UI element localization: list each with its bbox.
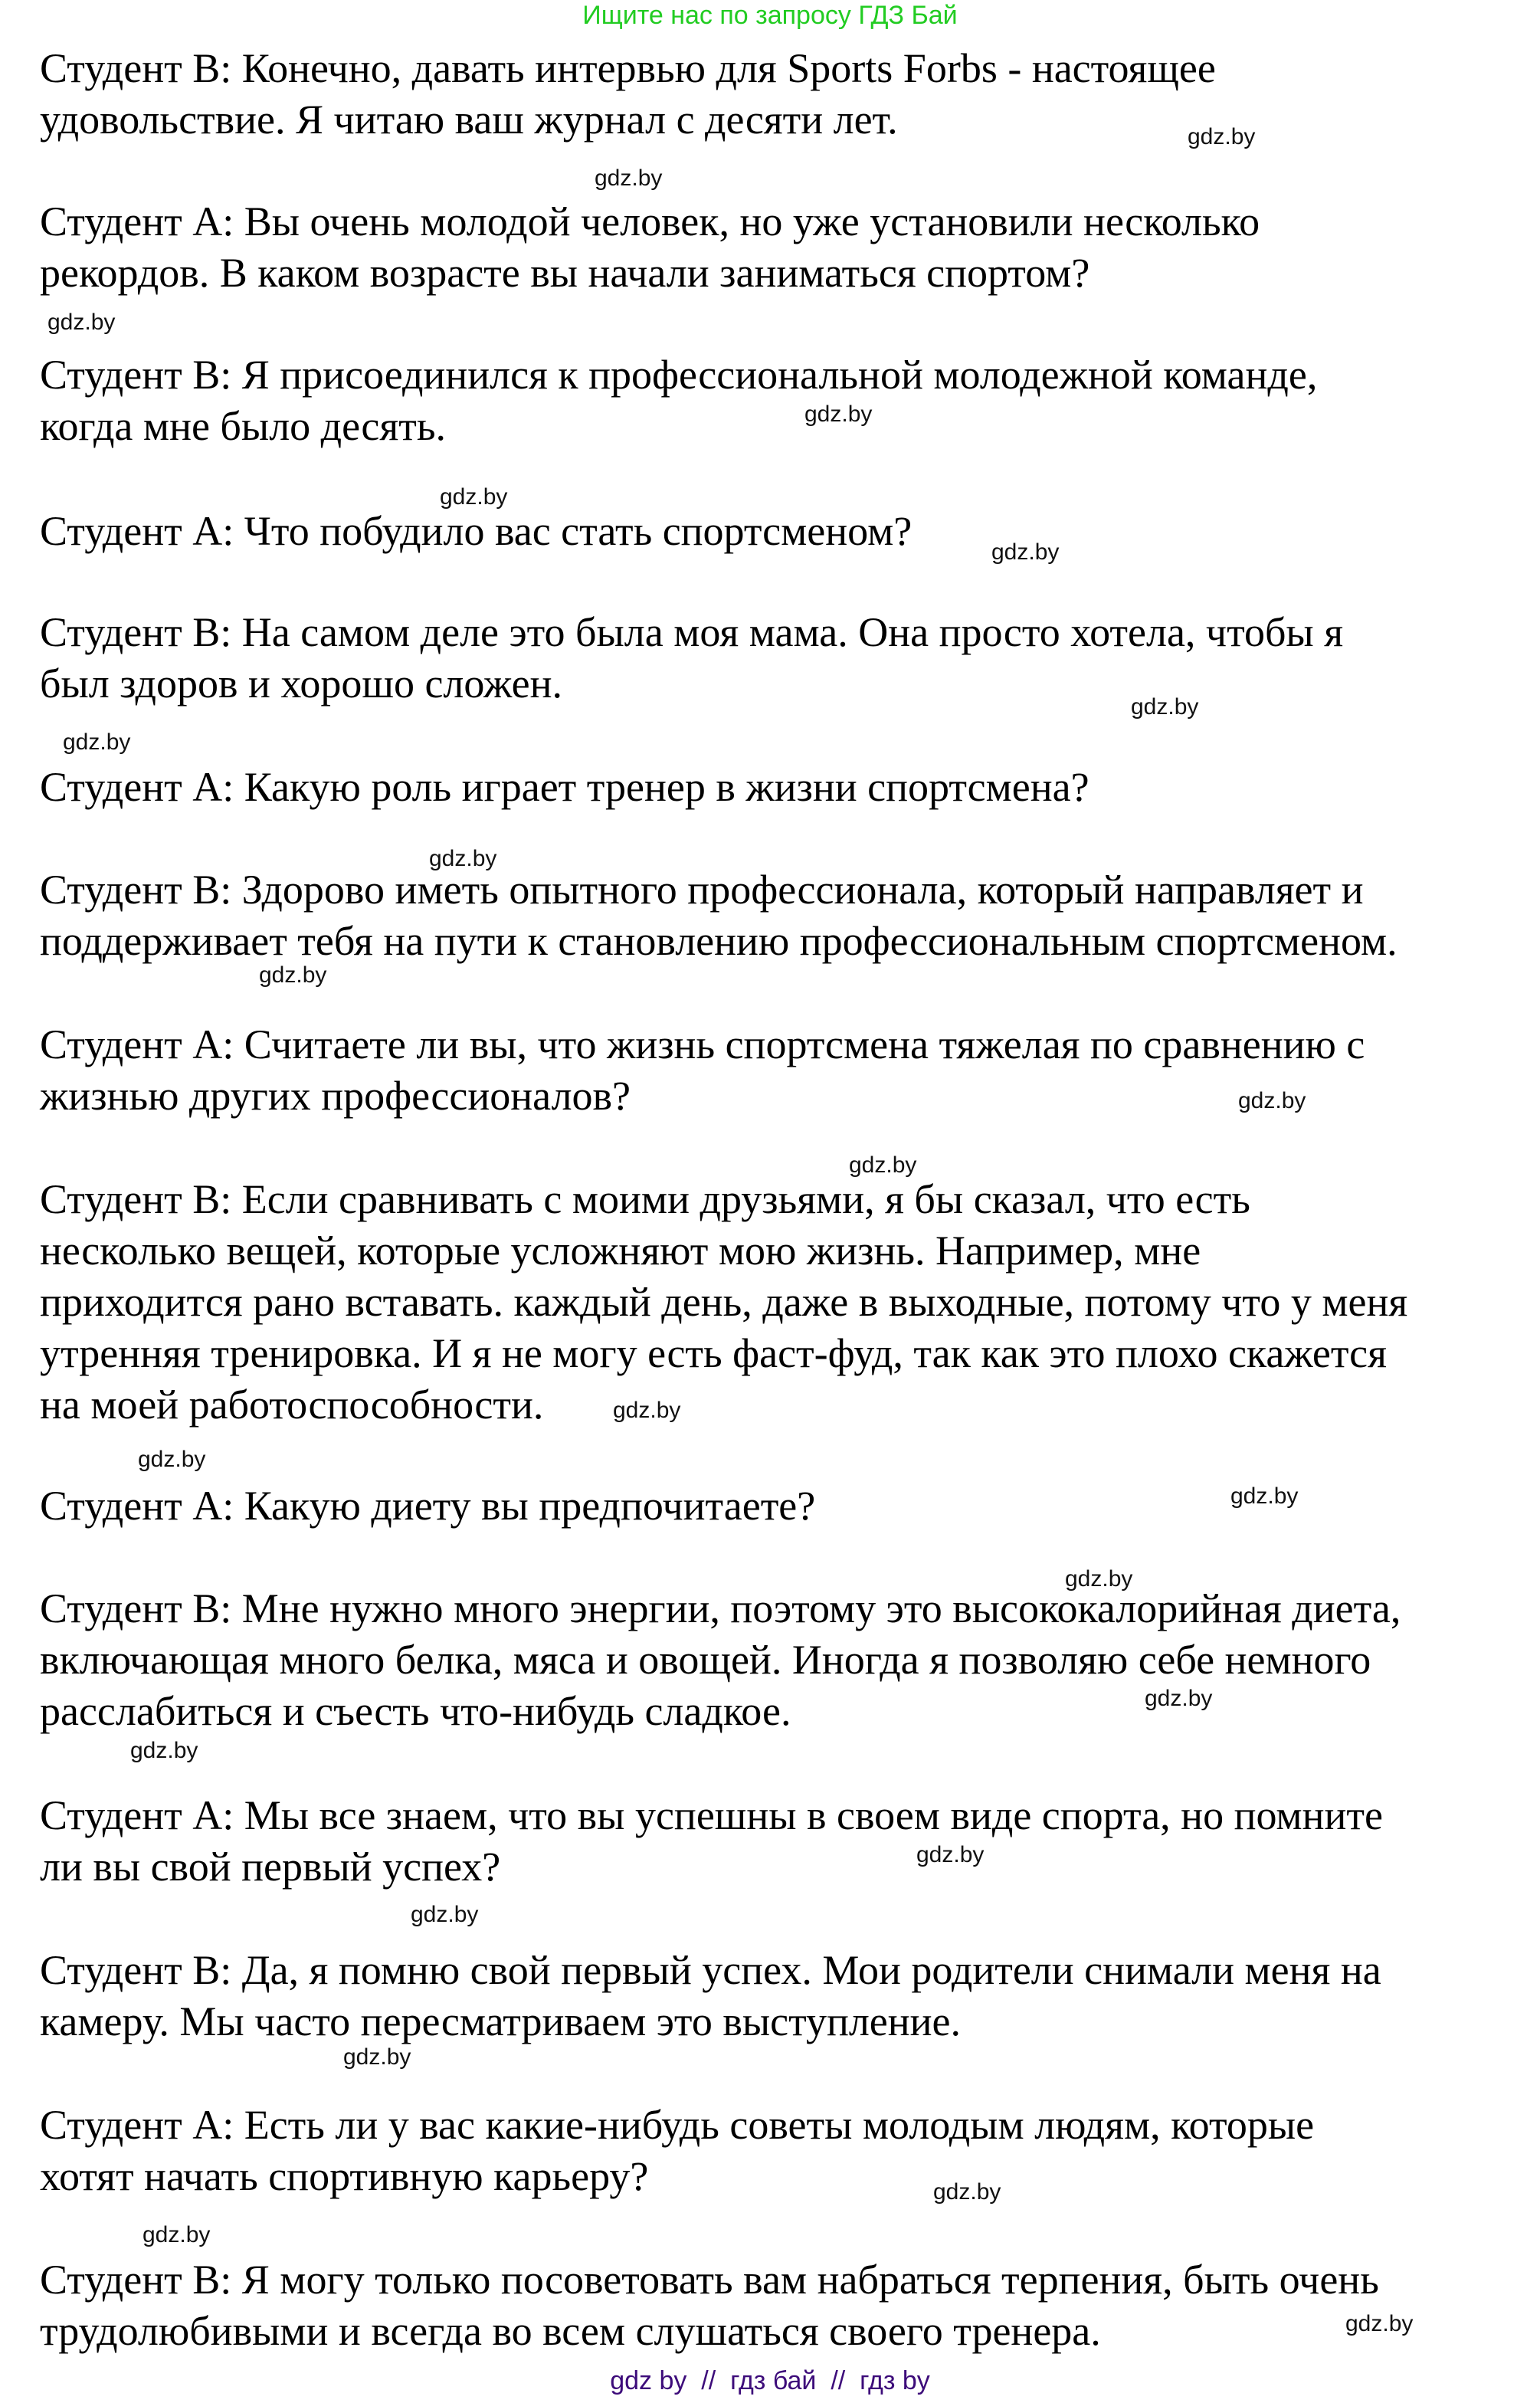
watermark: gdz.by	[991, 539, 1060, 565]
dialogue-line: Студент А: Какую диету вы предпочитаете?	[40, 1483, 816, 1529]
dialogue-line: удовольствие. Я читаю ваш журнал с десяти лет.	[40, 97, 898, 143]
dialogue-line: Студент А: Есть ли у вас какие-нибудь советы молодым людям, которые	[40, 2102, 1315, 2148]
dialogue-paragraph	[40, 1790, 1534, 1893]
dialogue-line: ли вы свой первый успех?	[40, 1844, 501, 1890]
watermark: gdz.by	[1238, 1088, 1306, 1113]
dialogue-paragraph	[40, 196, 1534, 299]
dialogue-line: утренняя тренировка. И я не могу есть фаст-фуд, так как это плохо скажется	[40, 1330, 1387, 1376]
dialogue-line: когда мне было десять.	[40, 403, 446, 449]
watermark: gdz.by	[1345, 2311, 1414, 2336]
dialogue-line: рекордов. В каком возрасте вы начали заниматься спортом?	[40, 250, 1090, 296]
dialogue-paragraph	[40, 2100, 1534, 2202]
dialogue-line: на моей работоспособности.	[40, 1382, 544, 1428]
watermark: gdz.by	[343, 2044, 411, 2070]
dialogue-line: Студент В: Конечно, давать интервью для Sports Forbs - настоящее	[40, 45, 1216, 91]
dialogue-line: Студент В: Да, я помню свой первый успех. Мои родители снимали меня на	[40, 1947, 1381, 1993]
dialogue-line: Студент В: Я могу только посоветовать вам набраться терпения, быть очень	[40, 2257, 1379, 2303]
watermark: gdz.by	[916, 1842, 985, 1867]
dialogue-paragraph	[40, 506, 1534, 557]
dialogue-line: Студент А: Вы очень молодой человек, но уже установили несколько	[40, 198, 1260, 244]
watermark: gdz.by	[63, 729, 131, 755]
watermark: gdz.by	[613, 1398, 681, 1423]
watermark: gdz.by	[933, 2179, 1001, 2205]
dialogue-line: расслабиться и съесть что-нибудь сладкое.	[40, 1688, 791, 1734]
watermark: gdz.by	[138, 1447, 206, 1472]
watermark: gdz.by	[804, 402, 873, 427]
dialogue-paragraph	[40, 762, 1534, 813]
dialogue-line: поддерживает тебя на пути к становлению профессиональным спортсменом.	[40, 918, 1397, 964]
watermark: gdz.by	[130, 1738, 198, 1763]
dialogue-line: Студент А: Мы все знаем, что вы успешны в своем виде спорта, но помните	[40, 1792, 1383, 1838]
watermark: gdz.by	[1065, 1566, 1133, 1592]
watermark: gdz.by	[1131, 694, 1199, 720]
watermark: gdz.by	[1188, 124, 1256, 149]
watermark: gdz.by	[1145, 1686, 1213, 1711]
dialogue-line: Студент В: Я присоединился к профессиональной молодежной команде,	[40, 352, 1318, 398]
dialogue-paragraph	[40, 1945, 1534, 2047]
watermark: gdz.by	[429, 846, 497, 871]
dialogue-line: трудолюбивыми и всегда во всем слушаться своего тренера.	[40, 2308, 1101, 2354]
dialogue-paragraph	[40, 607, 1534, 710]
dialogue-line: Студент В: На самом деле это была моя мама. Она просто хотела, чтобы я	[40, 609, 1344, 655]
watermark: gdz.by	[1230, 1483, 1299, 1509]
dialogue-line: включающая много белка, мяса и овощей. Иногда я позволяю себе немного	[40, 1637, 1371, 1683]
watermark: gdz.by	[411, 1902, 479, 1927]
watermark: gdz.by	[48, 310, 116, 335]
header-banner: Ищите нас по запросу ГДЗ Бай	[582, 1, 958, 30]
dialogue-line: приходится рано вставать. каждый день, даже в выходные, потому что у меня	[40, 1279, 1408, 1325]
dialogue-paragraph	[40, 1480, 1534, 1532]
dialogue-line: Студент А: Считаете ли вы, что жизнь спортсмена тяжелая по сравнению с	[40, 1021, 1365, 1067]
watermark: gdz.by	[440, 484, 508, 510]
dialogue-paragraph	[40, 1583, 1534, 1737]
watermark: gdz.by	[259, 962, 327, 988]
dialogue-paragraph	[40, 349, 1534, 452]
dialogue-paragraph	[40, 1019, 1534, 1122]
dialogue-paragraph	[40, 43, 1534, 146]
dialogue-paragraph	[40, 2254, 1534, 2357]
dialogue-line: жизнью других профессионалов?	[40, 1073, 631, 1119]
dialogue-paragraph	[40, 1174, 1534, 1431]
dialogue-line: Студент В: Здорово иметь опытного профессионала, который направляет и	[40, 867, 1364, 913]
dialogue-line: хотят начать спортивную карьеру?	[40, 2153, 649, 2199]
watermark: gdz.by	[595, 166, 663, 191]
footer-links: gdz by // гдз бай // гдз by	[610, 2366, 930, 2395]
dialogue-line: Студент А: Что побудило вас стать спортсменом?	[40, 508, 913, 554]
dialogue-paragraph	[40, 864, 1534, 967]
dialogue-line: был здоров и хорошо сложен.	[40, 661, 562, 706]
dialogue-line: несколько вещей, которые усложняют мою жизнь. Например, мне	[40, 1228, 1201, 1274]
dialogue-line: Студент А: Какую роль играет тренер в жизни спортсмена?	[40, 764, 1089, 810]
dialogue-line: камеру. Мы часто пересматриваем это выступление.	[40, 1998, 962, 2044]
watermark: gdz.by	[143, 2222, 211, 2247]
dialogue-line: Студент В: Мне нужно много энергии, поэтому это высококалорийная диета,	[40, 1585, 1401, 1631]
watermark: gdz.by	[849, 1152, 917, 1178]
dialogue-line: Студент В: Если сравнивать с моими друзьями, я бы сказал, что есть	[40, 1176, 1250, 1222]
